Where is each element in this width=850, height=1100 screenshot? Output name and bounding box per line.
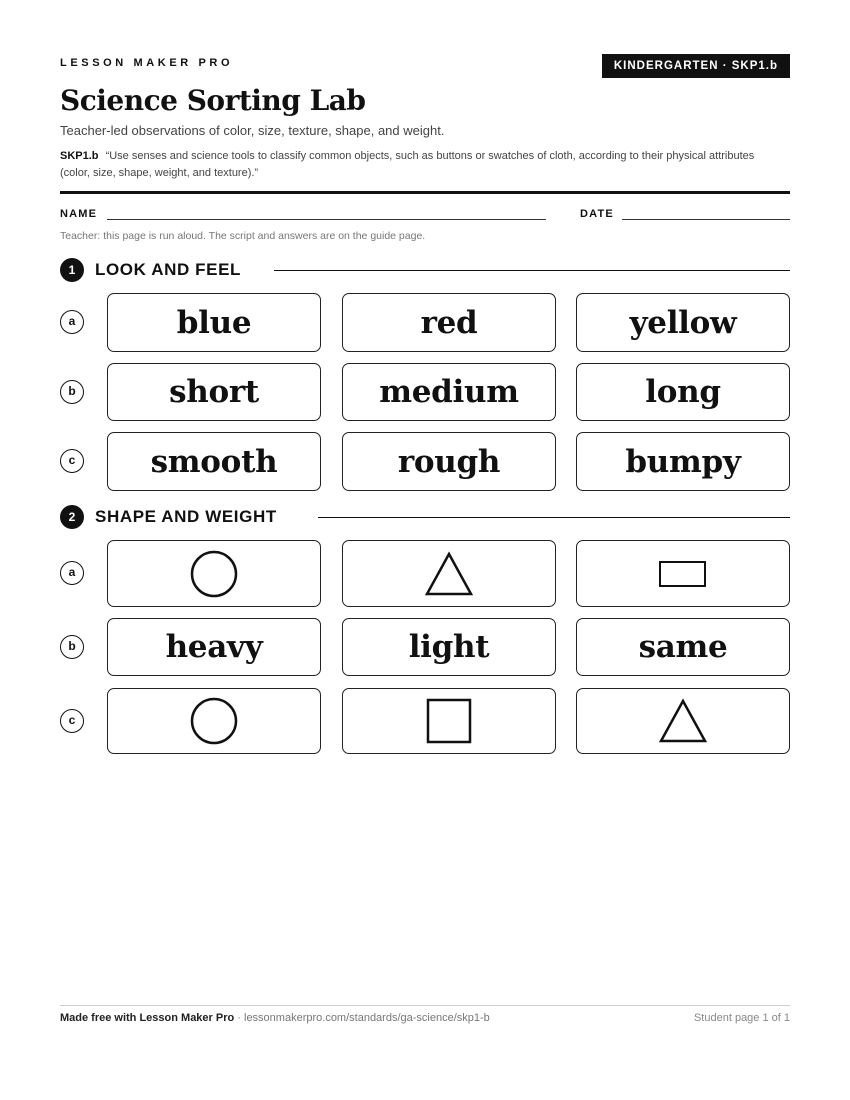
name-field[interactable] xyxy=(107,219,546,220)
footer-url[interactable]: lessonmakerpro.com/standards/ga-science/skp1-b xyxy=(244,1012,490,1024)
worksheet-page xyxy=(60,0,790,1100)
section-2-row-b xyxy=(60,618,790,676)
triangle-icon xyxy=(424,551,474,597)
card-long[interactable] xyxy=(576,363,790,421)
teacher-note: Teacher: this page is run aloud. The script and answers are on the guide page. xyxy=(60,230,426,242)
card-word: bumpy xyxy=(625,443,741,480)
card-word: blue xyxy=(176,304,252,341)
section-1-title: LOOK AND FEEL xyxy=(95,258,253,282)
card-circle[interactable] xyxy=(107,688,321,754)
card-word: heavy xyxy=(165,629,263,665)
row-letter-c: c xyxy=(60,709,84,733)
page-subtitle: Teacher-led observations of color, size, texture, shape, and weight. xyxy=(60,123,445,138)
grade-badge: KINDERGARTEN · SKP1.b xyxy=(602,54,790,78)
card-rough[interactable] xyxy=(342,432,556,491)
footer-separator: · xyxy=(234,1012,244,1024)
card-word: red xyxy=(420,304,478,341)
card-bumpy[interactable] xyxy=(576,432,790,491)
section-1-header xyxy=(60,258,790,282)
card-light[interactable] xyxy=(342,618,556,676)
circle-icon xyxy=(189,549,239,599)
brand-name: LESSON MAKER PRO xyxy=(60,57,234,69)
row-letter-a: a xyxy=(60,310,84,334)
card-word: rough xyxy=(397,443,501,480)
card-blue[interactable] xyxy=(107,293,321,352)
standard-statement xyxy=(60,148,780,182)
card-yellow[interactable] xyxy=(576,293,790,352)
card-circle[interactable] xyxy=(107,540,321,607)
square-icon xyxy=(425,697,473,745)
date-field[interactable] xyxy=(622,219,790,220)
card-short[interactable] xyxy=(107,363,321,421)
row-letter-c: c xyxy=(60,449,84,473)
card-triangle[interactable] xyxy=(576,688,790,754)
rectangle-icon xyxy=(658,559,708,589)
section-2-rule xyxy=(318,517,790,518)
row-letter-b: b xyxy=(60,635,84,659)
footer-made-with: Made free with Lesson Maker Pro xyxy=(60,1012,235,1024)
section-2-row-a xyxy=(60,540,790,607)
card-same[interactable] xyxy=(576,618,790,676)
triangle-icon xyxy=(658,698,708,744)
card-medium[interactable] xyxy=(342,363,556,421)
card-rectangle[interactable] xyxy=(576,540,790,607)
card-word: same xyxy=(638,629,728,665)
card-word: light xyxy=(408,629,490,665)
section-2-header xyxy=(60,505,790,529)
row-letter-a: a xyxy=(60,561,84,585)
card-smooth[interactable] xyxy=(107,432,321,491)
card-word: medium xyxy=(379,374,519,410)
card-triangle[interactable] xyxy=(342,540,556,607)
page-title: Science Sorting Lab xyxy=(60,84,366,117)
section-2-title: SHAPE AND WEIGHT xyxy=(95,505,289,529)
card-word: smooth xyxy=(150,443,278,480)
section-1-row-a xyxy=(60,293,790,352)
circle-icon xyxy=(189,696,239,746)
section-1-rule xyxy=(274,270,790,271)
footer-credit xyxy=(60,1012,490,1024)
row-letter-b: b xyxy=(60,380,84,404)
standard-code: SKP1.b xyxy=(60,150,99,162)
name-label: NAME xyxy=(60,208,98,220)
date-label: DATE xyxy=(580,208,614,220)
card-heavy[interactable] xyxy=(107,618,321,676)
card-square[interactable] xyxy=(342,688,556,754)
card-word: short xyxy=(169,374,259,410)
section-1-number: 1 xyxy=(60,258,84,282)
standard-text: “Use senses and science tools to classify common objects, such as buttons or swatches of cloth, according to their physical attributes (color, size, shape, weight, and texture).” xyxy=(60,150,755,179)
card-word: long xyxy=(645,374,721,410)
section-1-row-c xyxy=(60,432,790,491)
section-2-number: 2 xyxy=(60,505,84,529)
section-1-row-b xyxy=(60,363,790,421)
section-2-row-c xyxy=(60,688,790,754)
card-word: yellow xyxy=(629,304,737,341)
footer-page-label: Student page 1 of 1 xyxy=(693,1012,790,1024)
header-divider xyxy=(60,191,790,194)
footer-divider xyxy=(60,1005,790,1006)
card-red[interactable] xyxy=(342,293,556,352)
